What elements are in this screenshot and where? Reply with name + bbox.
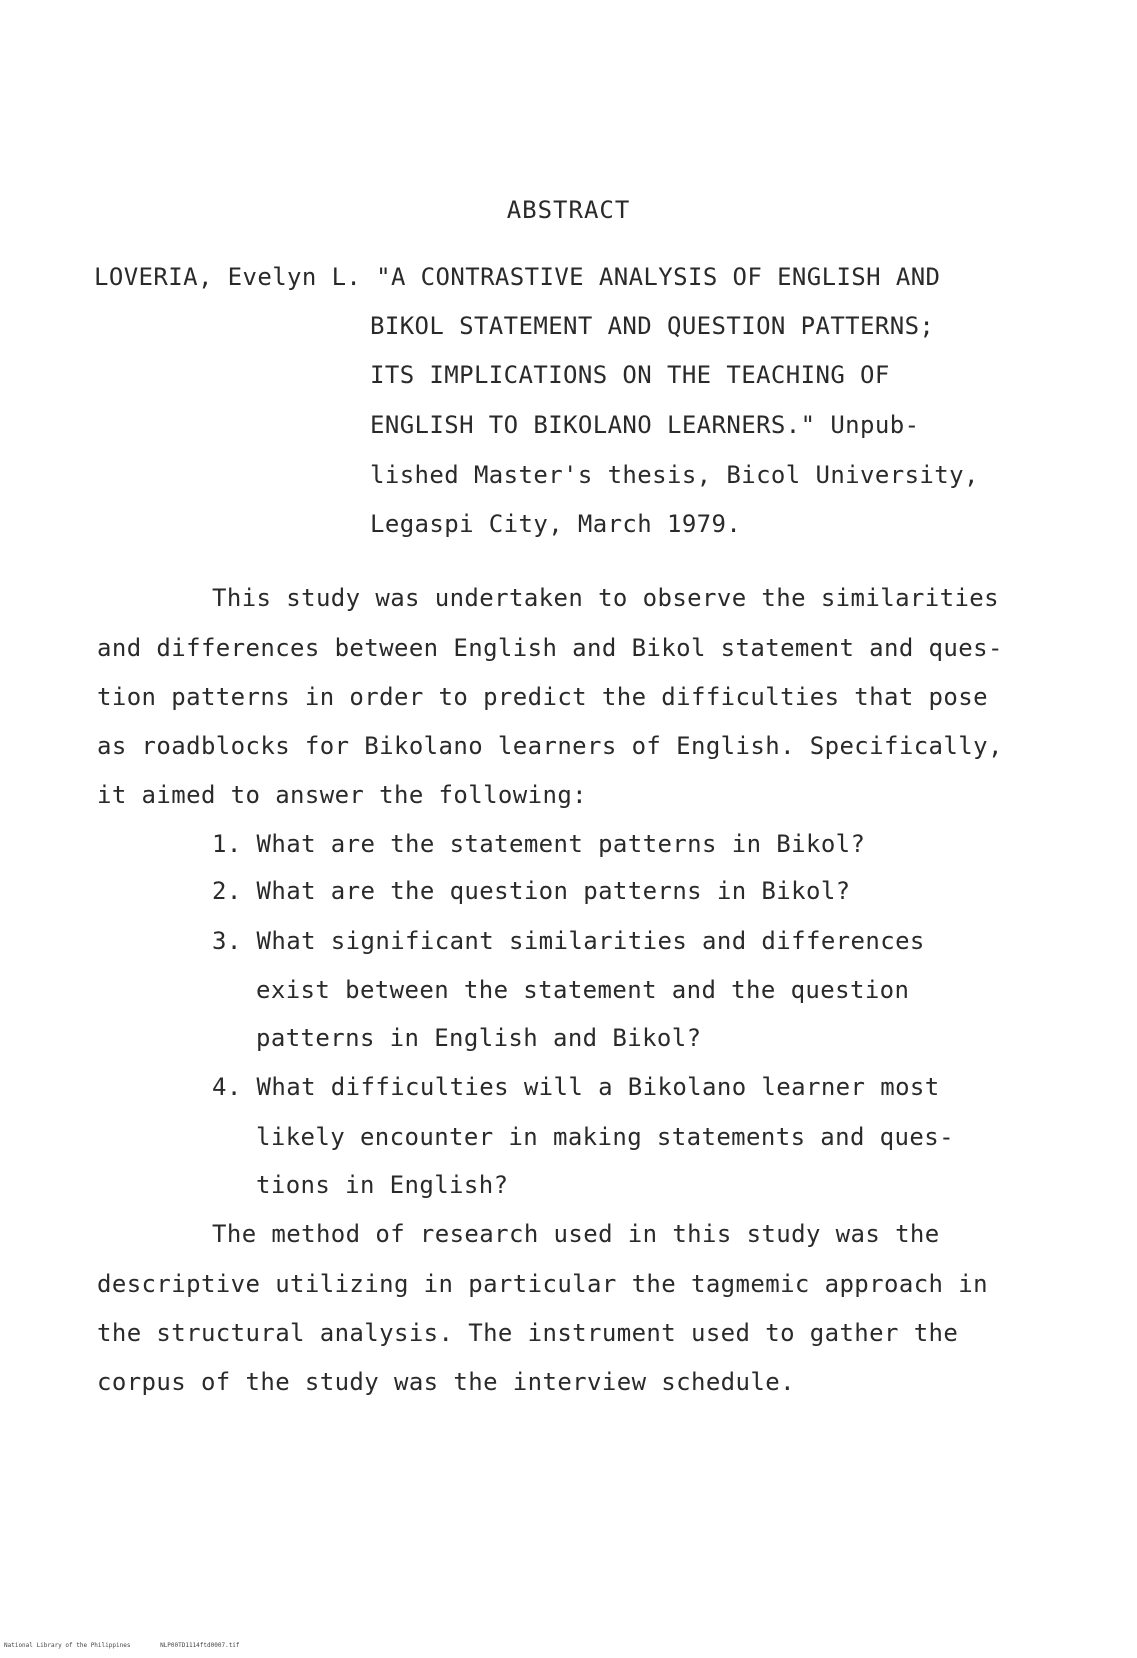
paragraph2-line-2: descriptive utilizing in particular the tagmemic approach in <box>97 1270 988 1298</box>
question-3-line-2: exist between the statement and the question <box>256 976 910 1004</box>
scan-footer <box>4 1642 266 1649</box>
citation-line-3: ITS IMPLICATIONS ON THE TEACHING OF <box>370 361 890 389</box>
paragraph1-line-4: as roadblocks for Bikolano learners of English. Specifically, <box>97 732 1003 760</box>
paragraph1-line-2: and differences between English and Bikol statement and ques- <box>97 634 1003 662</box>
citation-line-4: ENGLISH TO BIKOLANO LEARNERS." Unpub- <box>370 411 920 439</box>
question-1: 1. What are the statement patterns in Bikol? <box>212 830 866 858</box>
question-4-line-3: tions in English? <box>256 1171 509 1199</box>
footer-file: NLP00TD1114ftd0007.tif <box>160 1642 240 1649</box>
paragraph1-line-5: it aimed to answer the following: <box>97 781 588 809</box>
paragraph2-line-4: corpus of the study was the interview schedule. <box>97 1368 795 1396</box>
paragraph2-line-3: the structural analysis. The instrument used to gather the <box>97 1319 959 1347</box>
question-2: 2. What are the question patterns in Bikol? <box>212 877 851 905</box>
citation-line-6: Legaspi City, March 1979. <box>370 510 742 538</box>
citation-line-1: LOVERIA, Evelyn L. "A CONTRASTIVE ANALYSIS OF ENGLISH AND <box>94 263 941 291</box>
abstract-heading: ABSTRACT <box>506 196 631 224</box>
question-4-line-1: 4. What difficulties will a Bikolano learner most <box>212 1073 940 1101</box>
citation-line-2: BIKOL STATEMENT AND QUESTION PATTERNS; <box>370 312 935 340</box>
paragraph2-line-1: The method of research used in this study was the <box>212 1220 940 1248</box>
question-3-line-3: patterns in English and Bikol? <box>256 1024 702 1052</box>
citation-line-5: lished Master's thesis, Bicol University, <box>370 461 979 489</box>
paragraph1-line-3: tion patterns in order to predict the difficulties that pose <box>97 683 988 711</box>
footer-library: National Library of the Philippines <box>4 1642 131 1649</box>
paragraph1-line-1: This study was undertaken to observe the similarities <box>212 584 1000 612</box>
question-3-line-1: 3. What significant similarities and differences <box>212 927 925 955</box>
question-4-line-2: likely encounter in making statements and ques- <box>256 1123 954 1151</box>
